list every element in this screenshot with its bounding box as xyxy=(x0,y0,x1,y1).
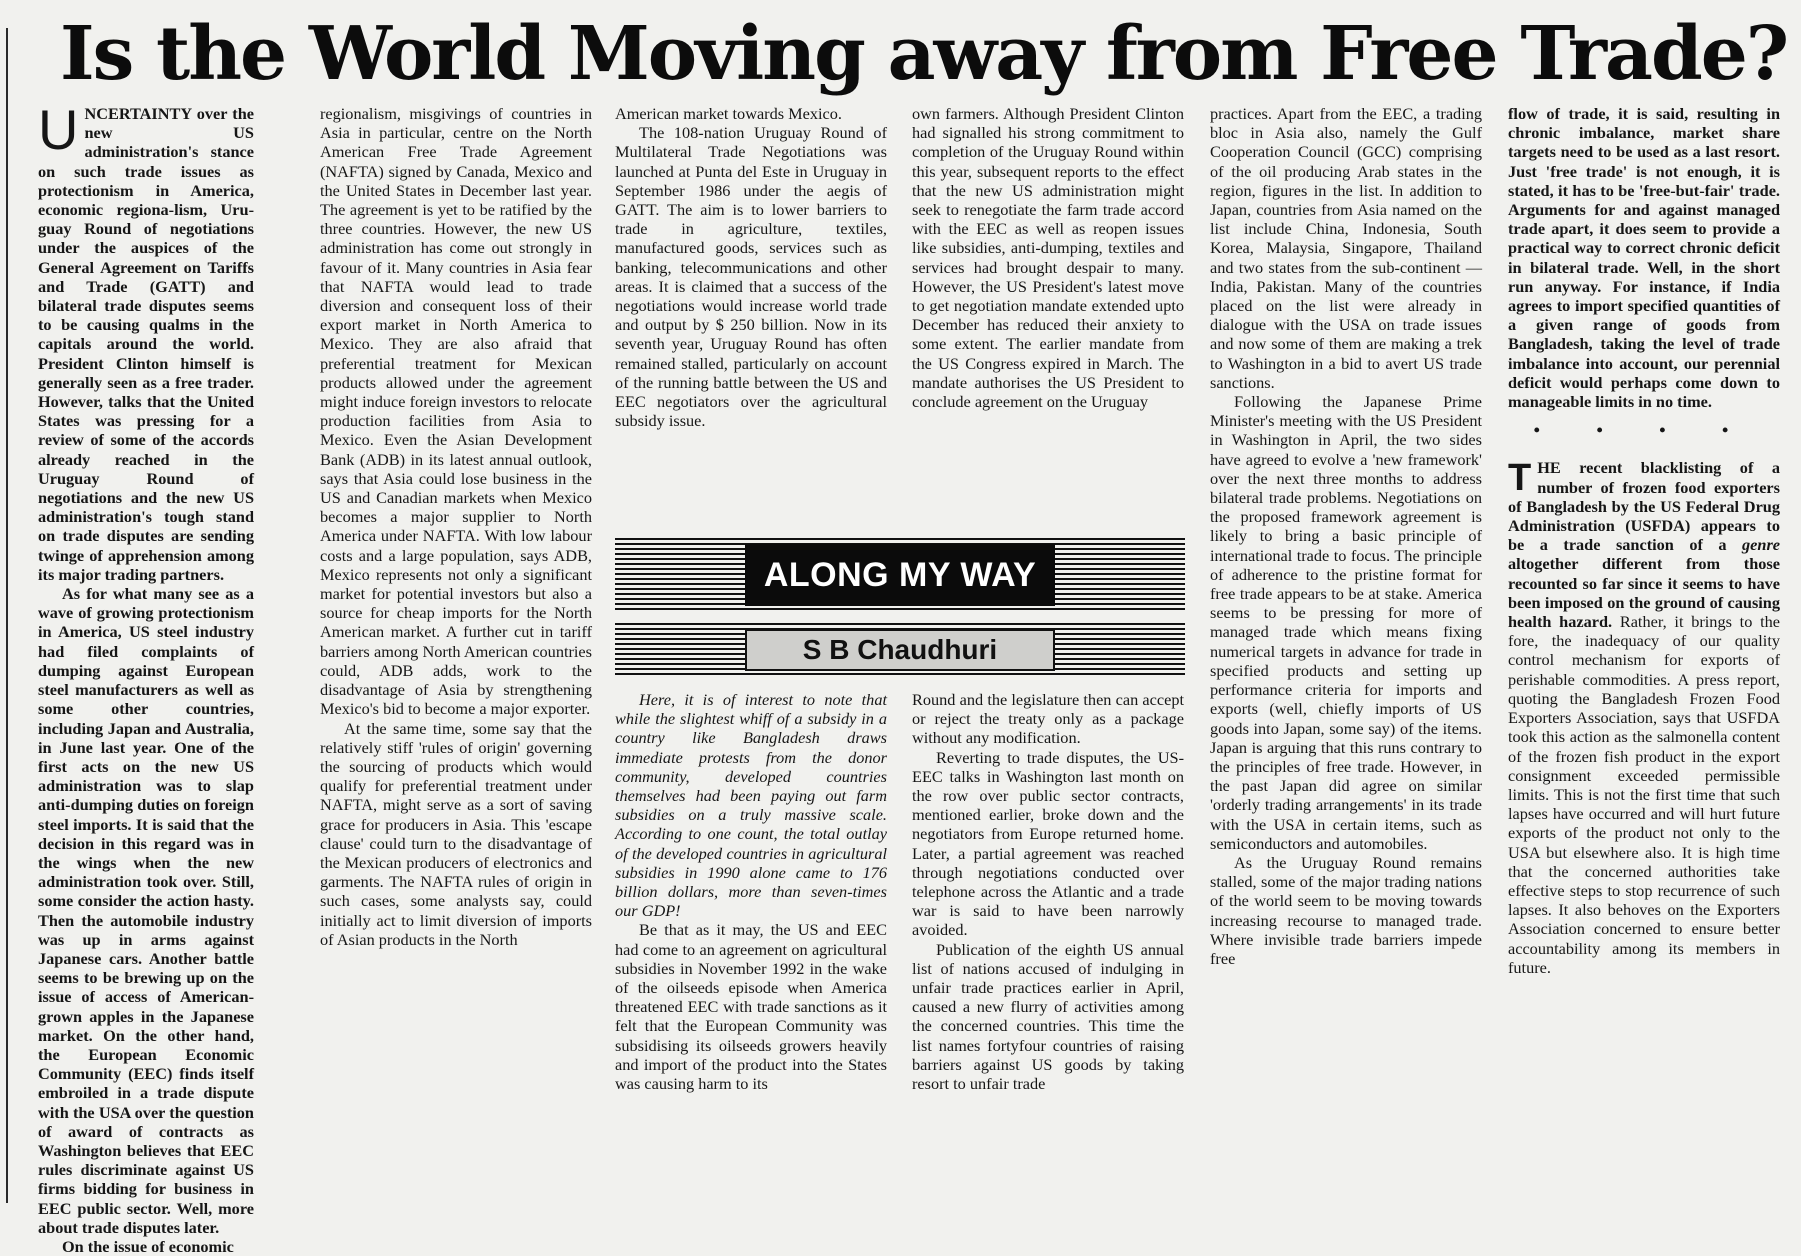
paragraph: HE recent blacklisting of a number of frozen food exporters of Bangladesh by the US Federal Drug Administration (USFDA) appears to be a trade sanction of a xyxy=(1508,458,1780,555)
column-banner xyxy=(615,538,1185,678)
paragraph: flow of trade, it is said, resulting in chronic imbalance, market share targets need to be used as a last resort. Just 'free trade' is not enough, it is stated, it has to be 'free-but-fair' trade. Arguments for and against managed trade apart, it does seem to provide a practical way to correct chronic deficit in bilateral trade. Well, in the short run anyway. For instance, if India agrees to import specified quantities of a given range of goods from Bangladesh, taking the level of trade imbalance into account, our perennial deficit would perhaps come down to manageable limits in no time. xyxy=(1508,104,1780,412)
drop-cap: T xyxy=(1508,457,1532,500)
paragraph: Round and the legislature then can accept or reject the treaty only as a package without any modification. xyxy=(912,690,1184,748)
paragraph: Reverting to trade disputes, the US-EEC talks in Washington last month on the row over public sector contracts, mentioned earlier, broke down and the negotiators from Europe returned home. Later, a partial agreement was reached through negotiations conducted over telephone across the Atlantic and a trade war is said to have been narrowly avoided. xyxy=(912,747,1184,940)
paragraph: practices. Apart from the EEC, a trading bloc in Asia also, namely the Gulf Cooperation Council (GCC) comprising of the oil producing Arab states in the region, figures in the list. In addition to Japan, countries from Asia named on the list include China, Indonesia, South Korea, Malaysia, Singapore, Thailand and two states from the sub-continent — India, Pakistan. Many of the countries placed on the list were already in dialogue with the USA on trade issues and now some of them are making a trek to Washington in a bid to avert US trade sanctions. xyxy=(1210,104,1482,392)
paragraph: altogether different from those recounted so far since it seems to have been imposed on the ground of causing health hazard. xyxy=(1508,554,1780,632)
paragraph: American market towards Mexico. xyxy=(615,104,842,123)
paragraph: The 108-nation Uruguay Round of Multilateral Trade Negotiations was launched at Punta del Este in Uruguay in September 1986 under the aegis of GATT. The aim is to lower barriers to trade in agriculture, textiles, manufactured goods, services such as banking, telecommunications and other areas. It is claimed that a success of the negotiations would increase world trade and output by $ 250 billion. Now in its seventh year, Uruguay Round has often remained stalled, particularly on account of the running battle between the US and EEC negotiators over the agricultural subsidy issue. xyxy=(615,123,887,431)
drop-cap: U xyxy=(38,98,79,161)
emphasis: genre xyxy=(1742,535,1780,555)
paragraph: On the issue of economic xyxy=(62,1236,234,1256)
column-rule xyxy=(6,28,8,1203)
paragraph: Be that as it may, the US and EEC had come to an agreement on agricultural subsidies in November 1992 in the wake of the oilseeds episode when America threatened EEC with trade sanctions as it felt that the European Community was subsidising its oilseeds growers heavily and import of the product into the States was causing harm to its xyxy=(615,920,887,1094)
column-title: ALONG MY WAY xyxy=(745,544,1055,606)
paragraph: Following the Japanese Prime Minister's meeting with the US President in Washington in April, the two sides have agreed to evolve a 'new framework' over the next three months to address bilateral trade problems. Negotiations on the proposed framework agreement is likely to bring a basic principle of international trade to focus. The principle of adherence to the pristine format for free trade appears to be at stake. America seems to be pressing for more of managed trade which means fixing numerical targets in advance for trade in specified products and setting up performance criteria for imports and exports (well, chiefly imports of US goods into Japan, some say) of the items. Japan is arguing that this runs contrary to the principles of free trade. However, in the past Japan did agree on similar 'orderly trading arrangements' in its trade with the USA in certain items, such as semiconductors and automobiles. xyxy=(1210,392,1482,853)
paragraph: regionalism, misgivings of countries in Asia in particular, centre on the North American Free Trade Agreement (NAFTA) signed by Canada, Mexico and the United States in December last year. The agreement is yet to be ratified by the three countries. However, the new US administration has come out strongly in favour of it. Many countries in Asia fear that NAFTA would lead to trade diversion and consequent loss of their export market in North America to Mexico. They are also afraid that preferential treatment for Mexican products allowed under the agreement might induce foreign investors to relocate production facilities from Asia to Mexico. Even the Asian Development Bank (ADB) in its latest annual outlook, says that Asia could lose business in the US and Canadian markets when Mexico becomes a major supplier to North America under NAFTA. With low labour costs and a large population, says ADB, Mexico represents not only a significant market for potential investors but also a source for cheap imports for the North American market. A further cut in tariff barriers among North American countries could, ADB adds, work to the disadvantage of Asia by strengthening Mexico's bid to become a major exporter. xyxy=(320,104,592,719)
paragraph: Publication of the eighth US annual list of nations accused of indulging in unfair trade practices earlier in April, caused a new flurry of activities among the concerned countries. This time the list names fortyfour countries of raising barriers against US goods by taking resort to unfair trade xyxy=(912,939,1184,1094)
author-byline: S B Chaudhuri xyxy=(745,629,1055,671)
paragraph: NCERTAINTY over the new US administration's stance on such trade issues as protectionism in America, economic regiona-lism, Uru-guay Round of negotiations under the auspices of the General Agreement on Tariffs and Trade (GATT) and bilateral trade disputes seems to be causing qualms in the capitals around the world. President Clinton himself is generally seen as a free trader. However, talks that the United States was pressing for a review of some of the accords already reached in the Uruguay Round of negotiations and the new US administration's tough stand on trade disputes are sending twinge of apprehension among its major trading partners. xyxy=(38,104,254,584)
article-column-4-lower xyxy=(912,690,1184,1212)
article-column-5 xyxy=(1210,104,1482,1212)
paragraph: As the Uruguay Round remains stalled, some of the major trading nations of the world seem to be moving towards increasing recourse to managed trade. Where invisible trade barriers impede free xyxy=(1210,852,1482,968)
section-separator: • • • • xyxy=(1533,420,1755,441)
article-column-4 xyxy=(912,104,1184,534)
paragraph: Here, it is of interest to note that while the slightest whiff of a subsidy in a country like Bangladesh draws immediate protests from the donor community, developed countries themselves had been paying out farm subsidies on a truly massive scale. According to one count, the total outlay of the developed countries in agricultural subsidies in 1990 alone came to 176 billion dollars, more than seven-times our GDP! xyxy=(615,690,887,921)
article-column-3 xyxy=(615,104,887,534)
article-column-3-lower xyxy=(615,690,887,1212)
paragraph: own farmers. Although President Clinton had signalled his strong commitment to completion of the Uruguay Round within this year, subsequent reports to the effect that the new US administration might seek to renegotiate the farm trade accord with the EEC as well as reopen issues like subsidies, anti-dumping, textiles and services had brought despair to many. However, the US President's latest move to get negotiation mandate extended upto December has reduced their anxiety to some extent. The earlier mandate from the US Congress expired in March. The mandate authorises the US President to conclude agreement on the Uruguay xyxy=(912,104,1184,412)
article-column-2 xyxy=(320,104,592,1212)
paragraph: Rather, it brings to the fore, the inadequacy of our quality control mechanism for exports of perishable commodities. A press report, quoting the Bangladesh Frozen Food Exporters Association, says that USFDA took this action as the salmonella content of the frozen fish product in the export consignment exceeded permissible limits. This is not the first time that such lapses have occurred and will hurt future exports of the product not only to the USA but elsewhere also. It is high time that the concerned authorities take effective steps to stop recurrence of such lapses. It also behoves on the Exporters Association concerned to ensure better accountability among its members in future. xyxy=(1508,612,1780,977)
article-column-1 xyxy=(38,98,254,1256)
headline: Is the World Moving away from Free Trade? xyxy=(60,11,1788,97)
paragraph: As for what many see as a wave of growing protectionism in America, US steel industry had filed complaints of dumping against European steel manufacturers as well as some other countries, including Japan and Australia, in June last year. One of the first acts on the new US administration was to slap anti-dumping duties on foreign steel imports. It is said that the decision in this regard was in the wings when the new administration took over. Still, some consider the action hasty. Then the automobile industry was up in arms against Japanese cars. Another battle seems to be brewing up on the issue of access of American-grown apples in the Japanese market. On the other hand, the European Economic Community (EEC) finds itself embroiled in a trade dispute with the USA over the question of award of contracts as Washington believes that EEC rules discriminate against US firms bidding for business in EEC public sector. Well, more about trade disputes later. xyxy=(38,584,254,1237)
paragraph: At the same time, some say that the relatively stiff 'rules of origin' governing the sourcing of products which would qualify for preferential treatment under NAFTA, might serve as a sort of saving grace for producers in Asia. This 'escape clause' could turn to the disadvantage of the Mexican producers of electronics and garments. The NAFTA rules of origin in such cases, some analysts say, could initially act to limit diversion of imports of Asian products in the North xyxy=(320,718,592,949)
article-column-6 xyxy=(1508,104,1780,1212)
